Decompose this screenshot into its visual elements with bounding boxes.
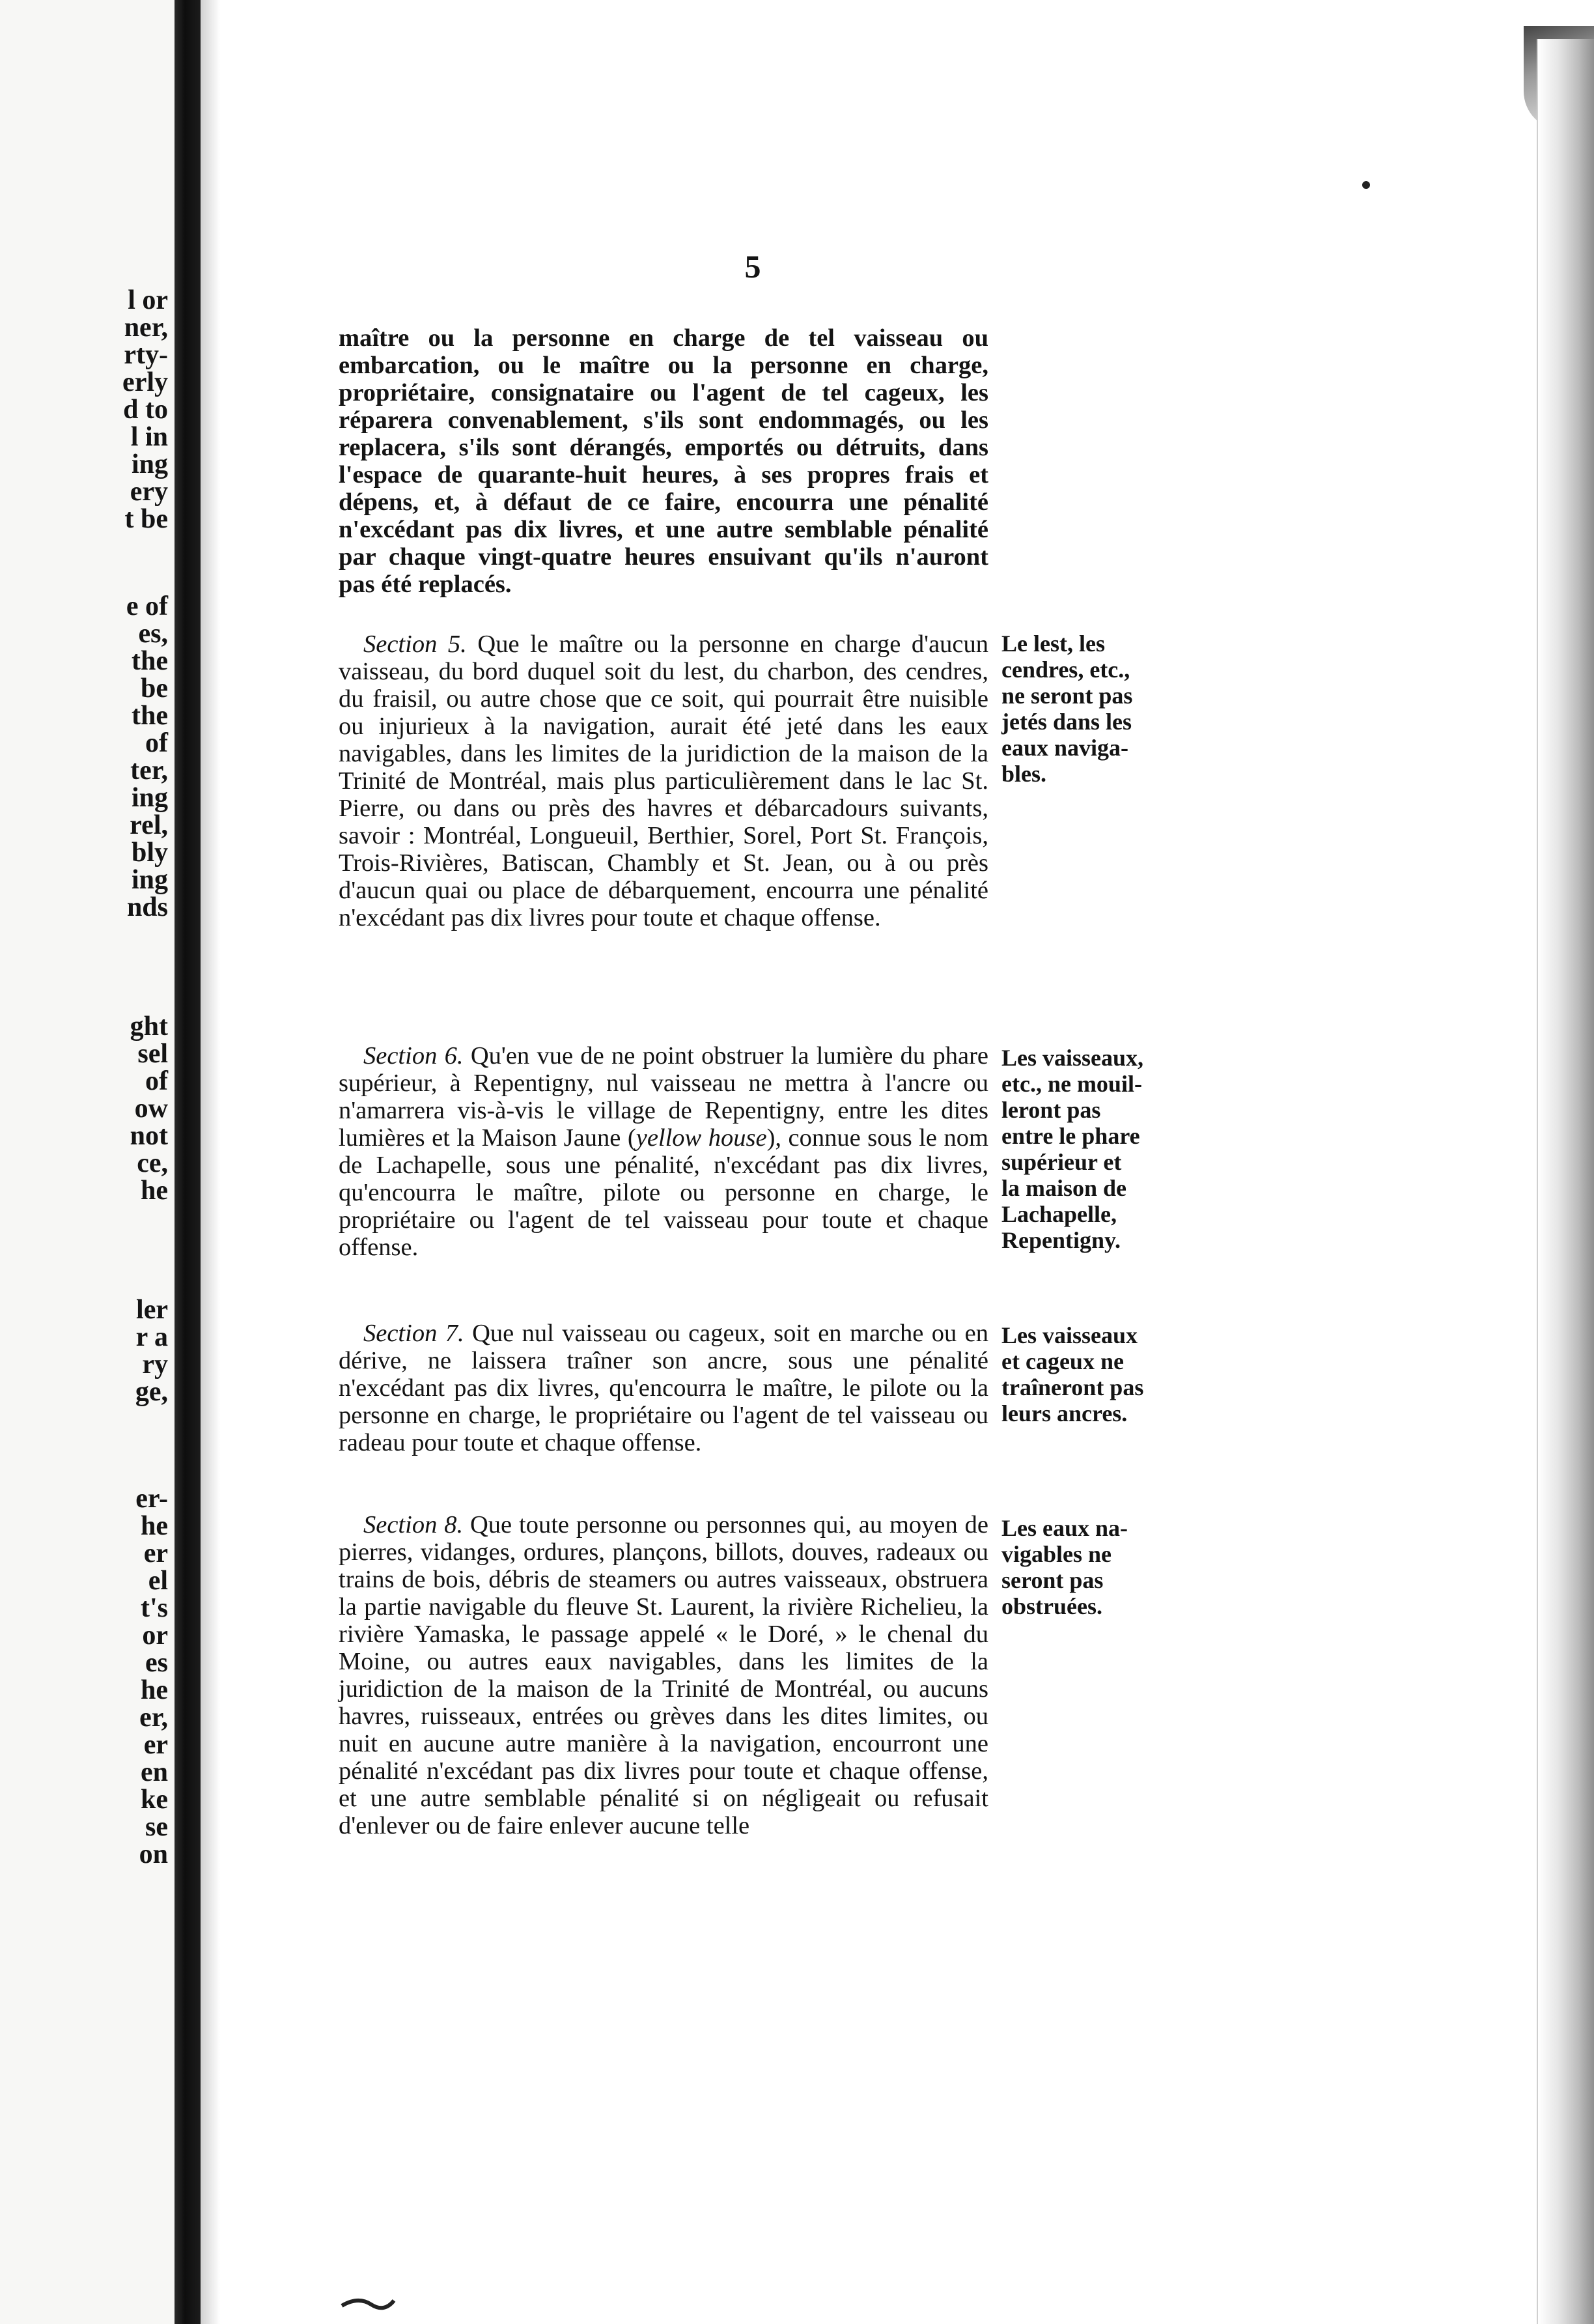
margin-note-line: leurs ancres. <box>1001 1400 1128 1426</box>
previous-page-line: t's <box>141 1593 168 1623</box>
previous-page-line: en <box>141 1757 168 1787</box>
margin-note-line: jetés dans les <box>1001 709 1132 735</box>
previous-page-line: or <box>142 1621 168 1651</box>
previous-page-line: r a <box>135 1322 168 1352</box>
scan-artifact-mark <box>339 2293 397 2312</box>
book-gutter <box>175 0 201 2324</box>
section-5 <box>339 631 988 931</box>
previous-page-line: es <box>145 1648 168 1678</box>
margin-note-section-8 <box>1001 1515 1171 1619</box>
previous-page-line: the <box>132 701 168 731</box>
previous-page-line: er <box>143 1730 168 1760</box>
margin-note-line: cendres, etc., <box>1001 657 1130 683</box>
margin-note-section-5 <box>1001 631 1171 787</box>
ink-speck <box>1362 181 1370 189</box>
section-text: Que toute personne ou personnes qui, au moyen de pierres, vidanges, ordures, plançons, billots, douves, radeaux ou trains de bois, débris de steamers ou autres vaisseaux, obstruera la partie navigable du fleuve St. Laurent, la rivière Richelieu, la rivière Yamaska, le passage appelé « le Doré, » le chenal du Moine, ou autres eaux navigables, dans les limites de la juridiction de la maison de la Trinité de Montréal, ou aucuns havres, ruisseaux, entrées ou grèves dans les dites limites, ou nuit en aucune autre manière à la navigation, encourront une pénalité n'excédant pas dix livres pour toute et chaque offense, et une autre semblable pénalité si on négligeait ou refusait d'enlever ou de faire enlever aucune telle <box>339 1511 988 1839</box>
section-text: Que nul vaisseau ou cageux, soit en marche ou en dérive, ne laissera traîner son ancre, sous une pénalité n'excédant pas dix livres, qu'encourra le maître, le pilote ou la personne en charge, le propriétaire ou l'agent de tel vaisseau ou radeau pour toute et chaque offense. <box>339 1320 988 1456</box>
section-label: Section 6. <box>363 1042 464 1070</box>
previous-page-line: be <box>141 673 168 703</box>
margin-note-line: et cageux ne <box>1001 1348 1124 1374</box>
margin-note-line: Les vaisseaux <box>1001 1322 1138 1348</box>
section-7 <box>339 1320 988 1456</box>
previous-page-line: rty- <box>124 340 168 370</box>
previous-page-line: rel, <box>130 810 168 840</box>
previous-page-line: of <box>145 728 168 758</box>
section-text: Que le maître ou la personne en charge d'aucun vaisseau, du bord duquel soit du lest, du charbon, des cendres, du fraisil, ou autre chose que ce soit, qui pourrait être nuisible ou injurieux à la navigation, aurait été jeté dans les eaux navigables, dans les limites de la juridiction de la maison de la Trinité de Montréal, mais plus particulièrement dans le lac St. Pierre, ou dans ou près des havres et débarcadours suivants, savoir : Montréal, Longueuil, Berthier, Sorel, Port St. François, Trois-Rivières, Batiscan, Chambly et St. Jean, ou à ou près d'aucun quai ou place de débarquement, encourra une pénalité n'excédant pas dix livres pour toute et chaque offense. <box>339 631 988 931</box>
margin-note-line: la maison de <box>1001 1175 1127 1201</box>
previous-page-line: ner, <box>124 313 168 343</box>
margin-note-line: bles. <box>1001 761 1047 787</box>
page-edge <box>1537 39 1594 2324</box>
margin-note-line: eaux naviga- <box>1001 735 1129 761</box>
previous-page-line: se <box>145 1812 168 1842</box>
margin-note-line: vigables ne <box>1001 1541 1112 1567</box>
margin-note-line: ne seront pas <box>1001 683 1133 709</box>
section-text: Qu'en vue de ne point obstruer la lumière du phare supérieur, à Repentigny, nul vaisseau ne mettra à l'ancre ou n'amarrera vis-à-vis le village de Repentigny, entre les dites lumières et la Maison Jaune ( <box>339 1042 988 1152</box>
previous-page-line: nds <box>126 892 168 922</box>
section-label: Section 8. <box>363 1511 464 1538</box>
previous-page-line: ght <box>130 1012 168 1042</box>
section-text: ), connue sous le nom de Lachapelle, sous une pénalité, n'excédant pas dix livres, qu'encourra le maître, pilote ou personne en charge, le propriétaire ou l'agent de tel vaisseau pour toute et chaque offense. <box>339 1124 988 1261</box>
previous-page-line: bly <box>131 838 168 868</box>
previous-page-line: he <box>141 1675 168 1705</box>
previous-page-line: ter, <box>130 756 168 786</box>
margin-note-line: leront pas <box>1001 1097 1101 1123</box>
previous-page-line: ry <box>142 1350 168 1380</box>
previous-page-line: the <box>132 646 168 676</box>
margin-note-line: Lachapelle, <box>1001 1201 1117 1227</box>
previous-page-line: ler <box>136 1295 168 1325</box>
previous-page-line: sel <box>137 1039 168 1069</box>
previous-page-line: erly <box>122 367 168 397</box>
previous-page-line: ow <box>134 1094 168 1124</box>
previous-page-line: e of <box>126 591 168 621</box>
margin-note-section-7 <box>1001 1322 1171 1426</box>
previous-page-line: he <box>141 1511 168 1541</box>
previous-page-line: d to <box>123 395 168 425</box>
section-label: Section 5. <box>363 631 467 658</box>
previous-page-line: he <box>141 1176 168 1206</box>
section-6 <box>339 1042 988 1261</box>
section-8 <box>339 1511 988 1839</box>
page-number: 5 <box>744 248 761 285</box>
previous-page-line: of <box>145 1066 168 1096</box>
margin-note-line: Les vaisseaux, <box>1001 1045 1144 1071</box>
margin-note-line: Le lest, les <box>1001 631 1105 657</box>
margin-note-line: Les eaux na- <box>1001 1515 1128 1541</box>
previous-page-fragment <box>0 0 175 2324</box>
margin-note-line: etc., ne mouil- <box>1001 1071 1142 1097</box>
margin-note-section-6 <box>1001 1045 1171 1253</box>
section-italic-term: yellow house <box>636 1124 767 1152</box>
margin-note-line: entre le phare <box>1001 1123 1140 1149</box>
previous-page-line: ing <box>131 783 168 813</box>
margin-note-line: obstruées. <box>1001 1593 1102 1619</box>
margin-note-line: Repentigny. <box>1001 1227 1121 1253</box>
previous-page-line: er <box>143 1538 168 1568</box>
previous-page-line: er, <box>139 1703 168 1733</box>
previous-page-line: er- <box>135 1484 168 1514</box>
gutter-shadow <box>201 0 220 2324</box>
previous-page-line: l or <box>128 285 168 315</box>
previous-page-line: ge, <box>135 1377 168 1407</box>
previous-page-line: on <box>139 1839 168 1869</box>
section-label: Section 7. <box>363 1320 464 1347</box>
margin-note-line: traîneront pas <box>1001 1374 1144 1400</box>
previous-page-line: es, <box>138 619 168 649</box>
margin-note-line: supérieur et <box>1001 1149 1122 1175</box>
paragraph-continuation <box>339 324 988 598</box>
previous-page-line: t be <box>124 504 168 534</box>
previous-page-line: ce, <box>137 1148 168 1178</box>
previous-page-line: ing <box>131 449 168 479</box>
previous-page-line: not <box>130 1121 168 1151</box>
previous-page-line: l in <box>130 422 168 452</box>
previous-page-line: ery <box>130 477 168 507</box>
previous-page-line: ke <box>141 1785 168 1815</box>
previous-page-line: ing <box>131 865 168 895</box>
margin-note-line: seront pas <box>1001 1567 1104 1593</box>
previous-page-line: el <box>148 1566 168 1596</box>
paragraph-text: maître ou la personne en charge de tel vaisseau ou embarcation, ou le maître ou la personne en charge, propriétaire, consignataire ou l'agent de tel cageux, les réparera convenablement, s'ils sont endommagés, ou les replacera, s'ils sont dérangés, emportés ou détruits, dans l'espace de quarante-huit heures, à ses propres frais et dépens, et, à défaut de ce faire, encourra une pénalité n'excédant pas dix livres, et une autre semblable pénalité par chaque vingt-quatre heures ensuivant qu'ils n'auront pas été replacés. <box>339 324 988 598</box>
